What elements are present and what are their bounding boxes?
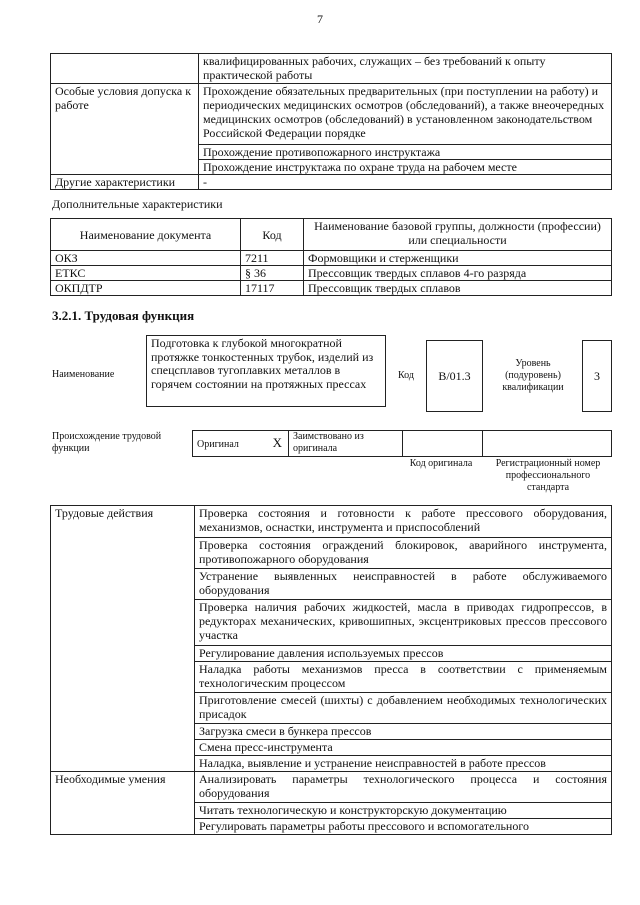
admission-item: Прохождение противопожарного инструктажа (199, 145, 612, 160)
function-heading: 3.2.1. Трудовая функция (52, 308, 195, 323)
origin-label: Происхождение трудовой функции (52, 431, 162, 454)
doc-name: ЕТКС (51, 266, 241, 281)
extra-title: Дополнительные характеристики (52, 197, 223, 211)
action-item: Наладка работы механизмов пресса в соответствии с применяемым технологическим процессом (195, 662, 612, 693)
doc-code: 17117 (241, 281, 304, 296)
action-item: Регулирование давления используемых прессов (195, 646, 612, 662)
function-name-box (146, 335, 386, 407)
action-item: Устранение выявленных неисправностей в работе обслуживаемого оборудования (195, 569, 612, 600)
doc-group: Прессовщик твердых сплавов (304, 281, 612, 296)
continued-text: квалифицированных рабочих, служащих – без требований к опыту практической работы (199, 54, 612, 84)
borrowed-label: Заимствовано из оригинала (289, 431, 403, 457)
function-name: Подготовка к глубокой многократной протяжке тонкостенных трубок, изделий из спецсплавов тугоплавких металлов в горячем состоянии на протяжных прессах (151, 336, 374, 391)
action-item: Проверка состояния ограждений блокировок, аварийного инструмента, противопожарного оборудования (195, 538, 612, 569)
reg-number-cell (483, 431, 612, 457)
level-value: 3 (594, 369, 600, 383)
actions-label: Трудовые действия (51, 506, 195, 772)
original-label: Оригинал (197, 438, 239, 450)
code-box (426, 340, 483, 412)
action-item: Смена пресс-инструмента (195, 740, 612, 756)
skill-item: Читать технологическую и конструкторскую документацию (195, 803, 612, 819)
name-label: Наименование (52, 369, 115, 380)
action-item: Загрузка смеси в бункера прессов (195, 724, 612, 740)
header-group: Наименование базовой группы, должности (профессии) или специальности (304, 219, 612, 251)
page-number: 7 (317, 12, 323, 26)
other-value: - (199, 175, 612, 190)
level-label: Уровень (подуровень) квалификации (502, 358, 564, 393)
extra-table (50, 218, 612, 296)
origin-table (192, 430, 612, 457)
action-item: Приготовление смесей (шихты) с добавлением необходимых технологических присадок (195, 693, 612, 724)
actions-table (50, 505, 612, 835)
code-value: B/01.3 (438, 369, 471, 383)
code-original-label: Код оригинала (409, 458, 473, 469)
doc-group: Прессовщик твердых сплавов 4-го разряда (304, 266, 612, 281)
original-mark: X (272, 434, 282, 450)
code-original-cell (403, 431, 483, 457)
header-doc: Наименование документа (51, 219, 241, 251)
action-item: Наладка, выявление и устранение неисправностей в работе прессов (195, 756, 612, 772)
level-box (582, 340, 612, 412)
doc-code: § 36 (241, 266, 304, 281)
admission-item: Прохождение инструктажа по охране труда на рабочем месте (199, 160, 612, 175)
doc-name: ОКЗ (51, 251, 241, 266)
skill-item: Регулировать параметры работы прессового и вспомогательного (195, 819, 612, 835)
skill-item: Анализировать параметры технологического процесса и состояния оборудования (195, 772, 612, 803)
doc-group: Формовщики и стерженщики (304, 251, 612, 266)
doc-code: 7211 (241, 251, 304, 266)
action-item: Проверка наличия рабочих жидкостей, масла в приводах гидропрессов, в редукторах механических, кривошипных, эксцентриковых прессов прессового участка (195, 600, 612, 646)
action-item: Проверка состояния и готовности к работе прессового оборудования, механизмов, оснастки, инструмента и приспособлений (195, 506, 612, 538)
empty-cell (51, 54, 199, 84)
reg-number-label: Регистрационный номер профессионального стандарта (495, 458, 601, 493)
skills-label: Необходимые умения (51, 772, 195, 835)
original-cell (193, 431, 289, 457)
admission-label: Особые условия допуска к работе (51, 84, 199, 175)
qualification-table (50, 53, 612, 190)
admission-item: Прохождение обязательных предварительных (при поступлении на работу) и периодических медицинских осмотров (обследований), а также внеочередных медицинских осмотров (обследований) в установленном законодательством Российской Федерации порядке (199, 84, 612, 145)
header-code: Код (241, 219, 304, 251)
doc-name: ОКПДТР (51, 281, 241, 296)
code-label: Код (398, 370, 414, 381)
other-label: Другие характеристики (51, 175, 199, 190)
